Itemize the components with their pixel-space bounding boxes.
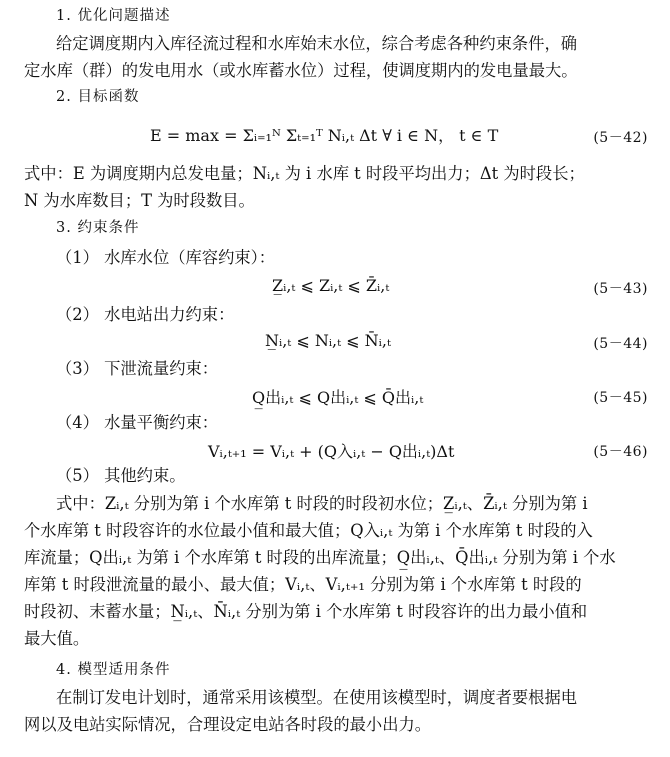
paragraph-line: 定水库（群）的发电用水（或水库蓄水位）过程，使调度期内的发电量最大。	[24, 61, 578, 80]
equation-5-46: Vᵢ,ₜ₊₁ = Vᵢ,ₜ + (Q入ᵢ,ₜ − Q出ᵢ,ₜ)Δt	[208, 442, 455, 461]
section-heading-4: 4. 模型适用条件	[56, 662, 171, 678]
constraint-label-3: （3） 下泄流量约束：	[56, 359, 219, 378]
section-heading-1: 1. 优化问题描述	[56, 8, 171, 24]
paragraph-line: 个水库第 t 时段容许的水位最小值和最大值；Q入ᵢ,ₜ 为第 i 个水库第 t 时段的入	[24, 521, 593, 540]
equation-number: (5－44)	[593, 336, 648, 352]
equation-5-44: N̲ᵢ,ₜ ⩽ Nᵢ,ₜ ⩽ N̄ᵢ,ₜ	[265, 331, 391, 350]
paragraph-line: 最大值。	[24, 629, 90, 648]
paragraph-line: 式中：E 为调度期内总发电量；Nᵢ,ₜ 为 i 水库 t 时段平均出力；Δt 为时段长；	[24, 164, 585, 183]
paragraph-line: 式中：Zᵢ,ₜ 分别为第 i 个水库第 t 时段的时段初水位；Z̲ᵢ,ₜ、Z̄ᵢ,ₜ 分别为第 i	[56, 494, 588, 513]
paragraph-line: 时段初、末蓄水量；N̲ᵢ,ₜ、N̄ᵢ,ₜ 分别为第 i 个水库第 t 时段容许的出力最小值和	[24, 602, 588, 621]
paragraph-line: N 为水库数目；T 为时段数目。	[24, 191, 255, 210]
constraint-label-1: （1） 水库水位（库容约束）：	[56, 248, 276, 267]
equation-number: (5－43)	[593, 281, 648, 297]
constraint-label-2: （2） 水电站出力约束：	[56, 305, 235, 324]
equation-5-43: Z̲ᵢ,ₜ ⩽ Zᵢ,ₜ ⩽ Z̄ᵢ,ₜ	[272, 276, 390, 295]
section-heading-3: 3. 约束条件	[56, 220, 140, 236]
paragraph-line: 给定调度期内入库径流过程和水库始末水位，综合考虑各种约束条件，确	[56, 34, 578, 53]
equation-number: (5－46)	[593, 444, 648, 460]
constraint-label-5: （5） 其他约束。	[56, 466, 186, 485]
constraint-label-4: （4） 水量平衡约束：	[56, 413, 219, 432]
paragraph-line: 在制订发电计划时，通常采用该模型。在使用该模型时，调度者要根据电	[56, 688, 578, 707]
equation-number: (5－42)	[593, 130, 648, 146]
paragraph-line: 网以及电站实际情况，合理设定电站各时段的最小出力。	[24, 715, 432, 734]
equation-5-45: Q̲出ᵢ,ₜ ⩽ Q出ᵢ,ₜ ⩽ Q̄出ᵢ,ₜ	[252, 388, 424, 407]
paragraph-line: 库第 t 时段泄流量的最小、最大值；Vᵢ,ₜ、Vᵢ,ₜ₊₁ 分别为第 i 个水库第 t 时段的	[24, 575, 582, 594]
paragraph-line: 库流量；Q出ᵢ,ₜ 为第 i 个水库第 t 时段的出库流量；Q̲出ᵢ,ₜ、Q̄出ᵢ,ₜ 分别为第 i 个水	[24, 548, 616, 567]
section-heading-2: 2. 目标函数	[56, 89, 140, 105]
equation-5-42: E = max = Σᵢ₌₁ᴺ Σₜ₌₁ᵀ Nᵢ,ₜ Δt ∀ i ∈ N， t ∈ T	[150, 126, 499, 145]
equation-number: (5－45)	[593, 390, 648, 406]
